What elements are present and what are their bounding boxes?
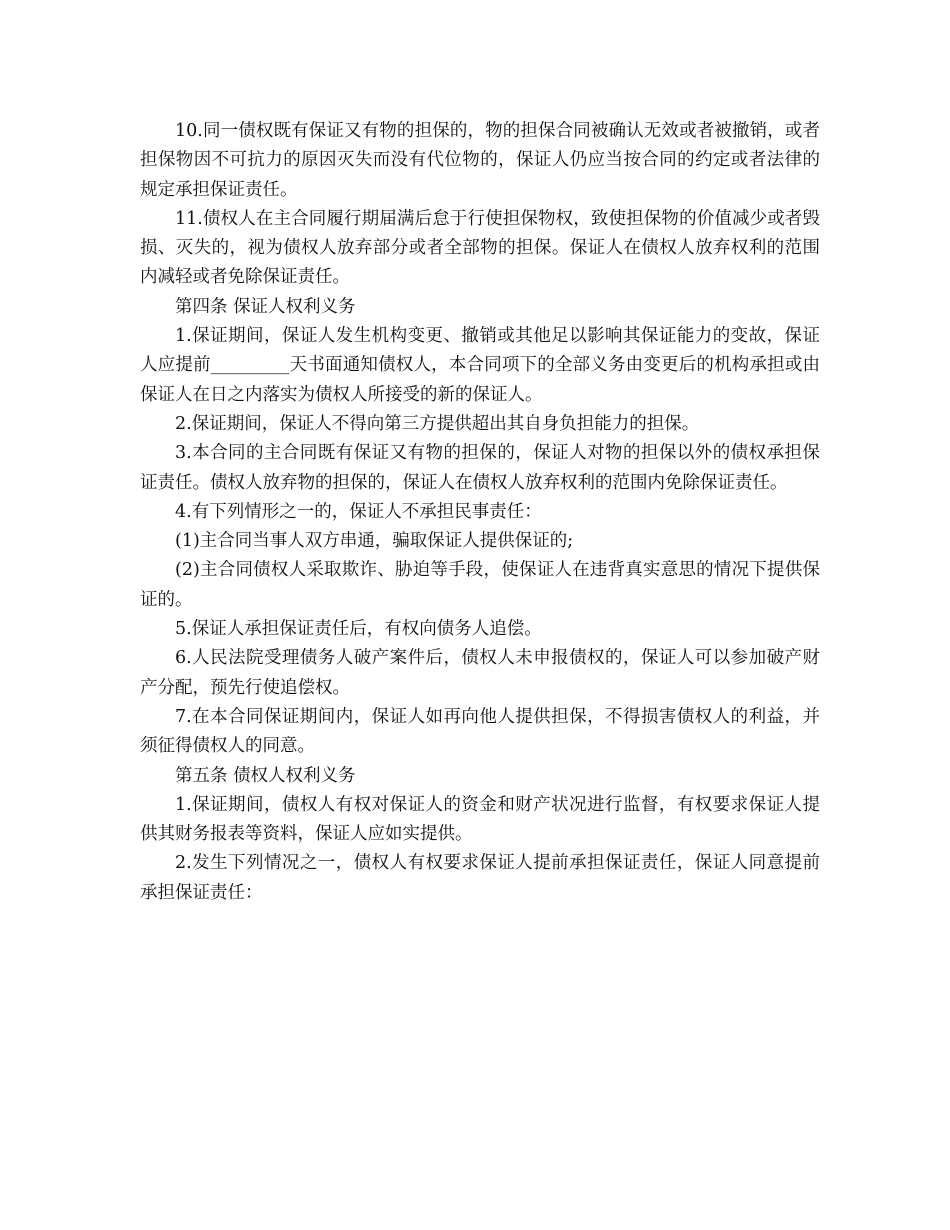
- clause-3-item-10: 10.同一债权既有保证又有物的担保的，物的担保合同被确认无效或者被撤销，或者担保物因不可抗力的原因灭失而没有代位物的，保证人仍应当按合同的约定或者法律的规定承担保证责任。: [140, 121, 820, 200]
- clause-4-item-6: 6.人民法院受理债务人破产案件后，债权人未申报债权的，保证人可以参加破产财产分配，预先行使追偿权。: [140, 648, 820, 698]
- clause-4-item-7: 7.在本合同保证期间内，保证人如再向他人提供担保，不得损害债权人的利益，并须征得债权人的同意。: [140, 706, 820, 757]
- clause-3-item-11: 11.债权人在主合同履行期届满后怠于行使担保物权，致使担保物的价值减少或者毁损、灭失的，视为债权人放弃部分或者全部物的担保。保证人在债权人放弃权利的范围内减轻或者免除保证责任。: [140, 208, 820, 288]
- document-body: [140, 117, 820, 908]
- clause-5-item-2: 2.发生下列情况之一，债权人有权要求保证人提前承担保证责任，保证人同意提前承担保证责任：: [140, 853, 820, 903]
- clause-5-heading: 第五条 债权人权利义务: [175, 765, 356, 786]
- clause-4-item-4-sub-2: (2)主合同债权人采取欺诈、胁迫等手段，使保证人在违背真实意思的情况下提供保证的。: [140, 560, 820, 610]
- clause-4-item-4: 4.有下列情形之一的，保证人不承担民事责任：: [175, 501, 542, 522]
- clause-4-item-3: 3.本合同的主合同既有保证又有物的担保的，保证人对物的担保以外的债权承担保证责任。债权人放弃物的担保的，保证人在债权人放弃权利的范围内免除保证责任。: [140, 443, 820, 493]
- clause-4-item-2: 2.保证期间，保证人不得向第三方提供超出其自身负担能力的担保。: [175, 413, 700, 434]
- clause-4-heading: 第四条 保证人权利义务: [175, 296, 356, 317]
- clause-4-item-5: 5.保证人承担保证责任后，有权向债务人追偿。: [175, 619, 542, 640]
- clause-5-item-1: 1.保证期间，债权人有权对保证人的资金和财产状况进行监督，有权要求保证人提供其财务报表等资料，保证人应如实提供。: [140, 794, 820, 845]
- clause-4-item-1: 1.保证期间，保证人发生机构变更、撤销或其他足以影响其保证能力的变故，保证人应提前_________天书面通知债权人，本合同项下的全部义务由变更后的机构承担或由保证人在日之内落实为债权人所接受的新的保证人。: [140, 326, 820, 405]
- clause-4-item-4-sub-1: (1)主合同当事人双方串通，骗取保证人提供保证的;: [175, 531, 574, 552]
